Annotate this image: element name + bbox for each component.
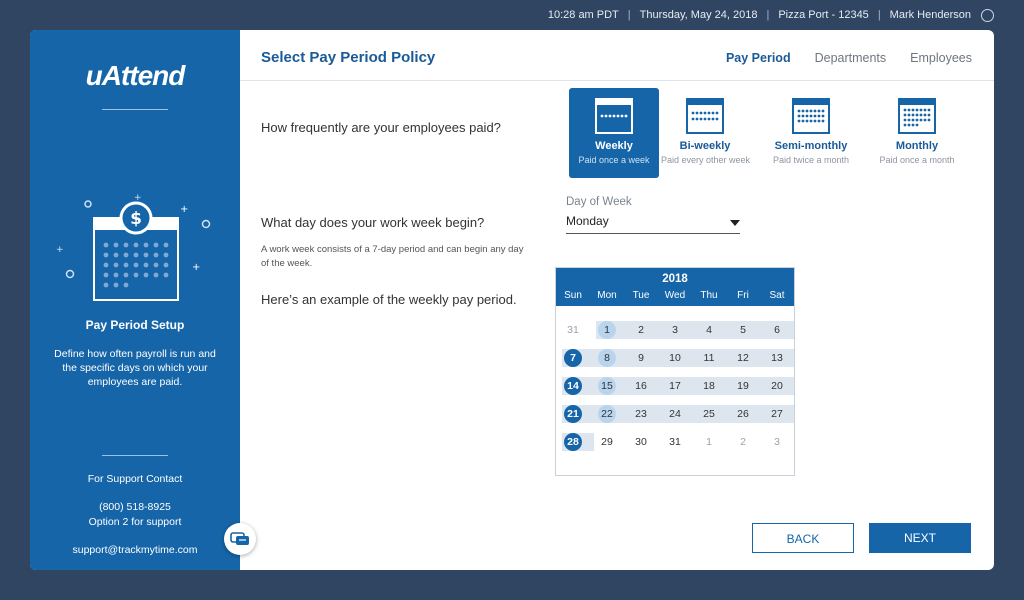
calendar-weekdays [556,290,794,301]
calendar-day: 11 [703,352,715,364]
example-heading: Here’s an example of the weekly pay period. [261,292,517,307]
calendar-day: 16 [635,380,647,392]
svg-text:+: + [56,245,64,255]
user-menu-icon[interactable] [981,9,994,22]
calendar-day: 17 [669,380,681,392]
calendar-week [556,316,794,344]
calendar-day: 28 [556,428,590,456]
calendar-day: 21 [556,400,590,428]
frequency-name: Bi-weekly [679,140,731,152]
calendar-day: 1 [590,316,624,344]
top-status-bar [0,0,1024,30]
day-of-week-value: Monday [566,214,609,228]
svg-text:+: + [192,262,201,273]
user-name[interactable]: Mark Henderson [889,9,971,21]
separator: | [766,9,770,21]
week-start-question: What day does your work week begin? [261,215,485,230]
frequency-options [569,88,979,178]
calendar-header [556,268,794,306]
calendar-day: 26 [737,408,749,420]
day-of-week-select[interactable] [566,214,740,234]
calendar-day: 31 [669,436,681,448]
calendar-day: 14 [556,372,590,400]
sidebar-title: Pay Period Setup [85,318,185,332]
calendar-day: 24 [669,408,681,420]
tab-employees[interactable]: Employees [910,51,972,65]
calendar-week [556,428,794,456]
calendar-day: 23 [635,408,647,420]
calendar-day: 2 [638,324,644,336]
semimonthly-calendar-icon [792,98,830,134]
divider [102,455,168,456]
weekly-calendar-icon [595,98,633,134]
main-content [240,30,994,570]
calendar-day: 15 [590,372,624,400]
frequency-question: How frequently are your employees paid? [261,120,501,135]
calendar-day: 3 [774,436,780,448]
separator: | [627,9,631,21]
calendar-day: 18 [703,380,715,392]
biweekly-calendar-icon [686,98,724,134]
frequency-name: Monthly [895,140,939,152]
weekday-label: Sun [564,290,582,301]
calendar-day: 1 [706,436,712,448]
frequency-name: Weekly [595,140,633,152]
calendar-day: 7 [556,344,590,372]
calendar-day: 6 [774,324,780,336]
chat-icon [230,531,250,547]
svg-text:+: + [180,204,189,215]
calendar-day: 2 [740,436,746,448]
page-title: Select Pay Period Policy [261,49,436,66]
sidebar-description: Define how often payroll is run and the specific days on which your employees are paid. [54,348,216,388]
frequency-subtitle: Paid once a month [879,155,955,165]
wizard-tabs [726,51,972,65]
support-email-link[interactable]: support@trackmytime.com [72,544,198,556]
back-button[interactable]: BACK [752,523,854,553]
calendar-day: 10 [669,352,681,364]
weekday-label: Wed [664,290,686,301]
calendar-week [556,372,794,400]
frequency-name: Semi-monthly [774,140,848,152]
svg-text:$: $ [130,209,142,229]
frequency-option-weekly[interactable] [569,88,659,178]
calendar-day: 5 [740,324,746,336]
svg-text:+: + [134,193,142,203]
calendar-day: 25 [703,408,715,420]
next-button[interactable]: NEXT [869,523,971,553]
weekday-label: Fri [737,290,749,301]
calendar-year: 2018 [662,273,688,285]
week-start-description: A work week consists of a 7-day period and can begin any day of the week. [261,244,524,269]
calendar-day: 3 [672,324,678,336]
calendar-day: 30 [635,436,647,448]
calendar-week [556,344,794,372]
chevron-down-icon [730,220,740,226]
calendar-day: 20 [771,380,783,392]
calendar-day: 31 [567,324,579,336]
calendar-day: 4 [706,324,712,336]
frequency-option-semimonthly[interactable] [767,88,855,178]
calendar-day: 13 [771,352,783,364]
uattend-logo: uAttend [85,60,185,91]
tab-pay-period[interactable]: Pay Period [725,51,791,65]
tab-departments[interactable]: Departments [814,51,887,65]
header-divider [240,80,994,81]
weekday-label: Sat [769,290,785,301]
separator: | [877,9,881,21]
sidebar [30,30,240,570]
frequency-option-biweekly[interactable] [661,88,749,178]
weekday-label: Thu [700,290,718,301]
calendar-week [556,400,794,428]
example-calendar [555,267,795,476]
calendar-day: 8 [590,344,624,372]
divider [102,109,168,110]
current-time: 10:28 am PDT [547,9,619,21]
support-phone: (800) 518-8925 [99,501,171,513]
location-name[interactable]: Pizza Port - 12345 [778,9,869,21]
setup-card [30,30,994,570]
frequency-subtitle: Paid twice a month [772,155,850,165]
frequency-subtitle: Paid every other week [661,155,751,165]
support-option: Option 2 for support [88,516,182,528]
calendar-day: 9 [638,352,644,364]
calendar-day: 29 [601,436,613,448]
day-of-week-label: Day of Week [566,196,632,208]
calendar-day: 22 [590,400,624,428]
current-date: Thursday, May 24, 2018 [639,9,758,21]
calendar-day: 27 [771,408,783,420]
payroll-calendar-illustration-icon [52,190,222,310]
weekday-label: Tue [632,290,650,301]
calendar-day: 12 [737,352,749,364]
frequency-subtitle: Paid once a week [578,155,650,165]
calendar-day: 19 [737,380,749,392]
weekday-label: Mon [597,290,617,301]
monthly-calendar-icon [898,98,936,134]
support-label: For Support Contact [87,473,183,485]
frequency-option-monthly[interactable] [873,88,961,178]
chat-button[interactable] [224,523,256,555]
